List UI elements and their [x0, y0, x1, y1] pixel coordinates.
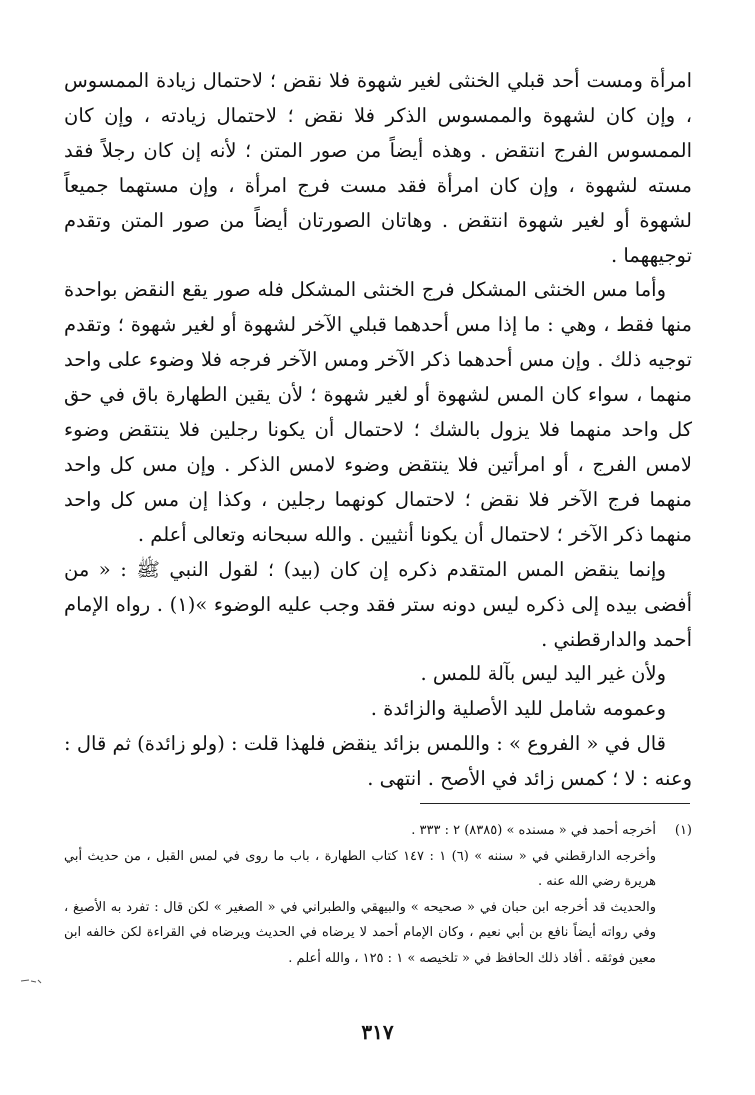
- page-number: ٣١٧: [361, 1020, 394, 1044]
- main-text: [64, 64, 692, 797]
- footnote-line: أخرجه أحمد في « مسنده » (٨٣٨٥) ٢ : ٣٣٣ .: [411, 823, 656, 838]
- footnote-body: [64, 818, 656, 971]
- footnote-line: وأخرجه الدارقطني في « سننه » (٦) ١ : ١٤٧ كتاب الطهارة ، باب ما روى في لمس القبل ، من حديث أبي هريرة رضي الله عنه .: [64, 848, 656, 889]
- paragraph-6: قال في « الفروع » : واللمس بزائد ينقض فلهذا قلت : (ولو زائدة) ثم قال : وعنه : لا ؛ كمس زائد في الأصح . انتهى .: [64, 732, 692, 791]
- footnotes-section: [64, 818, 692, 971]
- footnote-number: (١): [674, 823, 692, 838]
- paragraph-3: وإنما ينقض المس المتقدم ذكره إن كان (بيد) ؛ لقول النبي ﷺ : « من أفضى بيده إلى ذكره ليس دونه ستر فقد وجب عليه الوضوء »(١) . رواه الإمام أحمد والدارقطني .: [64, 557, 692, 651]
- footnote-line: والحديث قد أخرجه ابن حبان في « صحيحه » والبيهقي والطبراني في « الصغير » لكن قال : تفرد به الأصبغ ، وفي رواته أيضاً نافع بن أبي نعيم ، وكان الإمام أحمد لا يرضاه في الحديث ويرضاه في القراءة لكن خالفه ابن معين فوثقه . أفاد ذلك الحافظ في « تلخيصه » ١ : ١٢٥ ، والله أعلم .: [64, 899, 656, 966]
- scan-mark-icon: [20, 978, 42, 984]
- footnote-separator: [420, 803, 690, 804]
- paragraph-1: امرأة ومست أحد قبلي الخنثى لغير شهوة فلا نقض ؛ لاحتمال زيادة الممسوس ، وإن كان لشهوة والممسوس الذكر فلا نقض ؛ لاحتمال زيادته ، وإن كان الممسوس الفرج انتقض . وهذه أيضاً من صور المتن ؛ لأنه إن كان رجلاً فقد مسته لشهوة ، وإن كان امرأة فقد مست فرج امرأة ، وإن مستهما جميعاً لشهوة أو لغير شهوة انتقض . وهاتان الصورتان أيضاً من صور المتن وتقدم توجيههما .: [64, 69, 692, 267]
- paragraph-4: ولأن غير اليد ليس بآلة للمس .: [420, 662, 666, 686]
- paragraph-2: وأما مس الخنثى المشكل فرج الخنثى المشكل فله صور يقع النقض بواحدة منها فقط ، وهي : ما إذا مس أحدهما قبلي الآخر لشهوة أو لغير شهوة ؛ وتقدم توجيه ذلك . وإن مس أحدهما ذكر الآخر ومس الآخر فرجه فلا وضوء على واحد منهما ، سواء كان المس لشهوة أو لغير شهوة ؛ لأن يقين الطهارة باق في حق كل واحد منهما فلا يزول بالشك ؛ لاحتمال أن يكونا رجلين فلا ينتقض وضوء لامس الفرج ، أو امرأتين فلا ينتقض وضوء لامس الذكر . وإن مس كل واحد منهما فرج الآخر فلا نقض ؛ لاحتمال كونهما رجلين ، وكذا إن مس كل واحد منهما ذكر الآخر ؛ لاحتمال أن يكونا أنثيين . والله سبحانه وتعالى أعلم .: [64, 278, 692, 546]
- paragraph-5: وعمومه شامل لليد الأصلية والزائدة .: [370, 697, 666, 721]
- footnote-item: [64, 818, 692, 971]
